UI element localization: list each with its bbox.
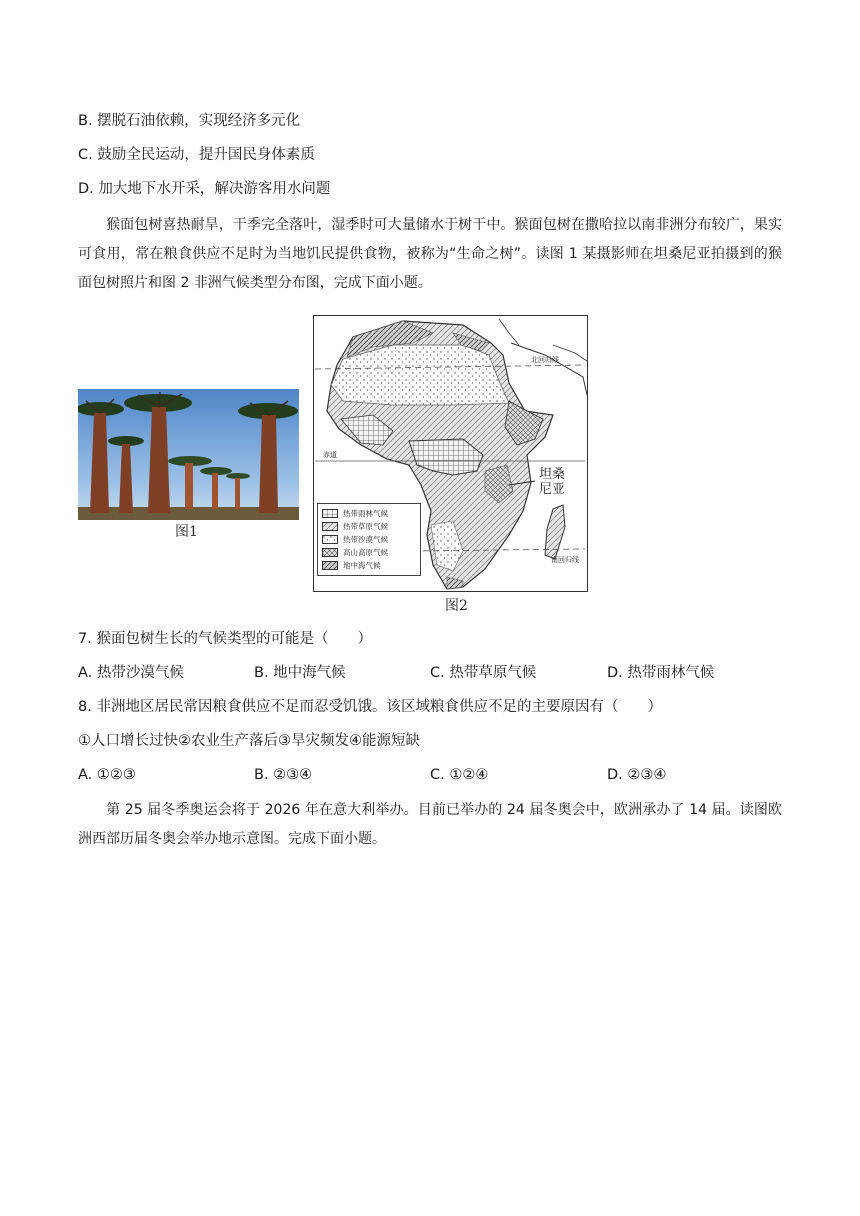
question-8-option-d: D. ②③④	[607, 767, 667, 783]
passage-baobab-text: 猴面包树喜热耐旱，干季完全落叶，湿季时可大量储水于树干中。猴面包树在撒哈拉以南非洲分布较广，果实可食用，常在粮食供应不足时为当地饥民提供食物，被称为“生命之树”。读图 1 某摄影师在坦桑尼亚拍摄到的猴面包树照片和图 2 非洲气候类型分布图，完成下面小题。	[78, 217, 782, 291]
legend-label: 热带雨林气候	[343, 509, 388, 518]
question-7-stem: 7. 猴面包树生长的气候类型的可能是（ ）	[78, 631, 372, 647]
question-8-stem: 8. 非洲地区居民常因粮食供应不足而忍受饥饿。该区域粮食供应不足的主要原因有（ ）	[78, 699, 662, 715]
passage-winter-olympics	[78, 796, 782, 854]
question-7-option-b: B. 地中海气候	[254, 665, 346, 681]
option-b: B. 摆脱石油依赖，实现经济多元化	[78, 113, 301, 129]
legend-label: 热带草原气候	[343, 522, 388, 531]
option-d: D. 加大地下水开采，解决游客用水问题	[78, 181, 331, 197]
legend-item-desert	[322, 533, 416, 546]
legend-label: 高山高原气候	[343, 548, 388, 557]
legend-item-mediterranean	[322, 559, 416, 572]
legend-label: 热带沙漠气候	[343, 535, 388, 544]
question-8-option-b: B. ②③④	[254, 767, 313, 783]
north-tropic-label: 北回归线	[531, 356, 559, 364]
tanzania-label-line1: 坦桑	[539, 467, 566, 482]
legend-item-savanna	[322, 520, 416, 533]
legend-item-highland	[322, 546, 416, 559]
south-tropic-label: 南回归线	[551, 556, 579, 564]
passage-winter-olympics-text: 第 25 届冬季奥运会将于 2026 年在意大利举办。目前已举办的 24 届冬奥会中，欧洲承办了 14 届。读图欧洲西部历届冬奥会举办地示意图。完成下面小题。	[78, 802, 782, 847]
passage-baobab	[78, 211, 782, 298]
legend-item-rainforest	[322, 507, 416, 520]
tanzania-label	[539, 467, 565, 497]
question-8-option-c: C. ①②④	[430, 767, 489, 783]
question-7-option-c: C. 热带草原气候	[430, 665, 537, 681]
baobab-photo	[78, 389, 299, 520]
africa-climate-map	[313, 315, 588, 592]
question-7-option-d: D. 热带雨林气候	[607, 665, 715, 681]
map-legend	[317, 503, 421, 576]
figure2-caption: 图2	[445, 598, 468, 614]
legend-label: 地中海气候	[343, 561, 381, 570]
question-8-option-a: A. ①②③	[78, 767, 136, 783]
figure1-caption: 图1	[175, 524, 198, 540]
question-7-option-a: A. 热带沙漠气候	[78, 665, 184, 681]
question-8-factors: ①人口增长过快②农业生产落后③旱灾频发④能源短缺	[78, 733, 420, 749]
option-c: C. 鼓励全民运动，提升国民身体素质	[78, 147, 315, 163]
tanzania-label-line2: 尼亚	[539, 482, 566, 497]
equator-label: 赤道	[323, 451, 337, 459]
